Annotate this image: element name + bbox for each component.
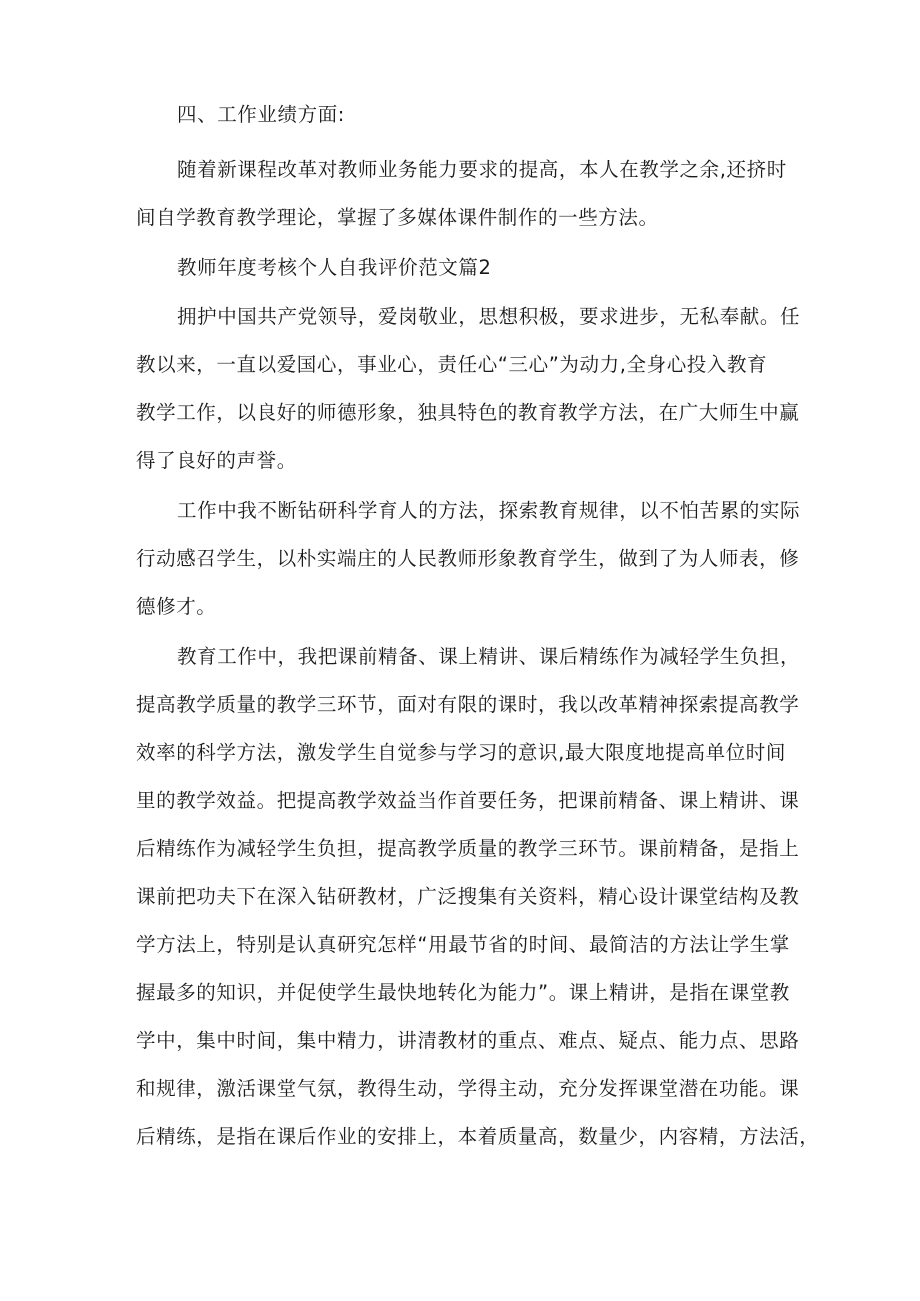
paragraph-line: 行动感召学生，以朴实端庄的人民教师形象教育学生，做到了为人师表，修 [136,547,800,570]
paragraph-line: 德修才。 [136,595,217,618]
paragraph-line: 教以来，一直以爱国心，事业心，责任心“三心”为动力,全身心投入教育 [136,353,768,376]
paragraph-line: 拥护中国共产党领导，爱岗敬业，思想积极，要求进步，无私奉献。任 [177,305,801,328]
section-heading: 四、工作业绩方面: [177,103,345,126]
paragraph-line: 工作中我不断钻研科学育人的方法，探索教育规律，以不怕苦累的实际 [177,499,801,522]
paragraph-line: 教育工作中，我把课前精备、课上精讲、课后精练作为减轻学生负担， [177,645,801,668]
paragraph-line: 学方法上，特别是认真研究怎样“用最节省的时间、最简洁的方法让学生掌 [136,933,790,956]
paragraph-line: 后精练，是指在课后作业的安排上，本着质量高，数量少，内容精，方法活， [136,1125,820,1148]
paragraph-line: 和规律，激活课堂气氛，教得生动，学得主动，充分发挥课堂潜在功能。课 [136,1077,800,1100]
paragraph-line: 提高教学质量的教学三环节，面对有限的课时，我以改革精神探索提高教学 [136,693,800,716]
paragraph-line: 里的教学效益。把提高教学效益当作首要任务，把课前精备、课上精讲、课 [136,789,800,812]
paragraph-line: 教学工作，以良好的师德形象，独具特色的教育教学方法，在广大师生中赢 [136,401,800,424]
paragraph-line: 握最多的知识，并促使学生最快地转化为能力”。课上精讲，是指在课堂教 [136,981,790,1004]
paragraph-line: 课前把功夫下在深入钻研教材，广泛搜集有关资料，精心设计课堂结构及教 [136,885,800,908]
paragraph-line: 得了良好的声誉。 [136,449,297,472]
paragraph-line: 后精练作为减轻学生负担，提高教学质量的教学三环节。课前精备，是指上 [136,837,800,860]
paragraph-line: 学中，集中时间，集中精力，讲清教材的重点、难点、疑点、能力点、思路 [136,1029,800,1052]
document-subtitle: 教师年度考核个人自我评价范文篇2 [177,256,492,279]
paragraph-line: 效率的科学方法，激发学生自觉参与学习的意识,最大限度地提高单位时间 [136,741,786,764]
paragraph-line: 间自学教育教学理论，掌握了多媒体课件制作的一些方法。 [136,206,659,229]
paragraph-line: 随着新课程改革对教师业务能力要求的提高，本人在教学之余,还挤时 [177,158,787,181]
